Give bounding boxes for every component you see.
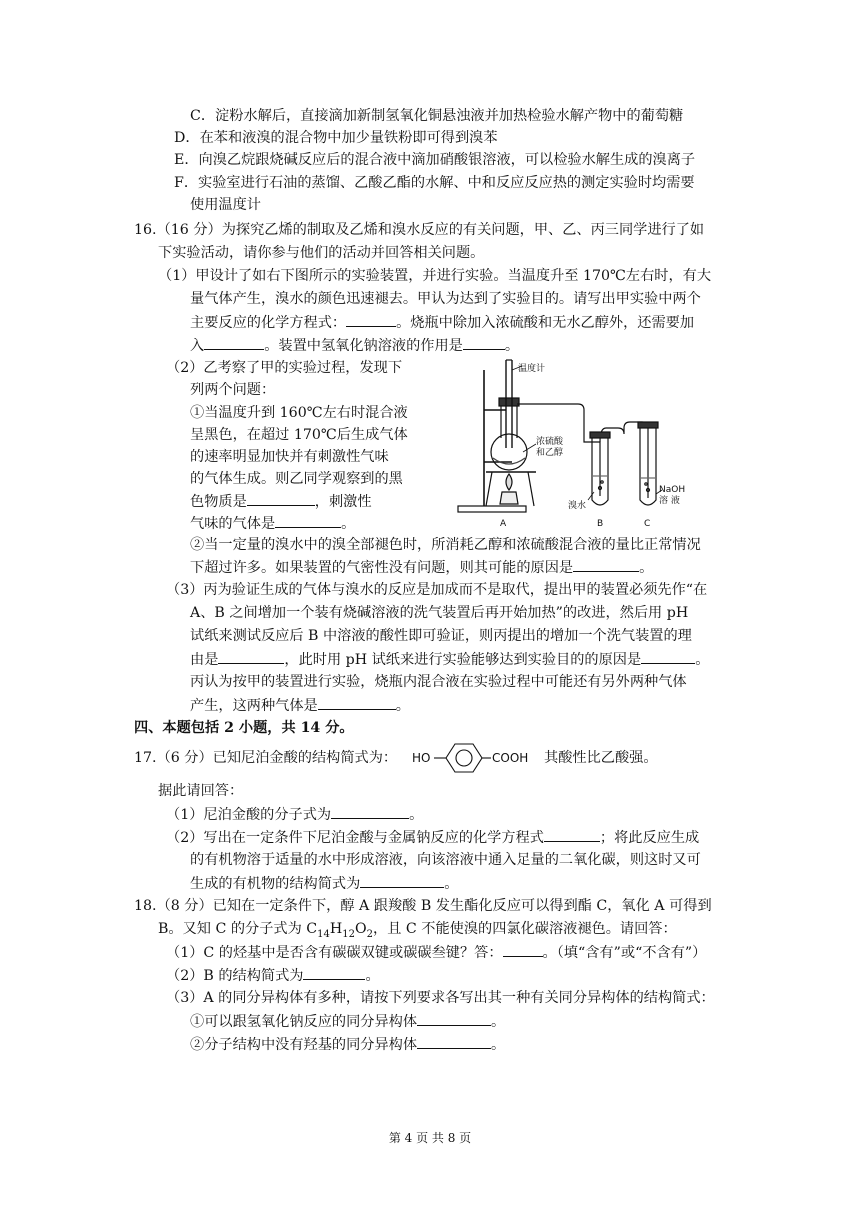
answer-blank[interactable]: [275, 513, 341, 528]
formula-sub: 12: [342, 928, 356, 940]
q16-part2-l10: [190, 557, 653, 578]
q17-prompt: 据此请回答：: [158, 783, 244, 799]
answer-blank[interactable]: [247, 491, 315, 506]
q15-option-c: C．淀粉水解后，直接滴加新制氢氧化铜悬浊液并加热检验水解产物中的葡萄糖: [190, 108, 684, 124]
q18-part3-text: 。: [491, 1014, 506, 1030]
answer-blank[interactable]: [346, 312, 396, 327]
q18-part3-text: 。: [491, 1037, 506, 1053]
q16-part1: （1）甲设计了如右下图所示的实验装置，并进行实验。当温度升至 170℃左右时，有大: [158, 268, 712, 284]
q15-option-f-cont: 使用温度计: [190, 197, 261, 213]
q15-option-f: F．实验室进行石油的蒸馏、乙酸乙酯的水解、中和反应反应热的测定实验时均需要: [174, 175, 695, 191]
stopper: [499, 398, 519, 406]
flask-neck: [501, 402, 517, 438]
q17-part2-text: ；将此反应生成: [599, 830, 700, 846]
structure-cooh: COOH: [492, 751, 529, 765]
answer-blank[interactable]: [503, 942, 543, 957]
nipagin-structure: [410, 740, 538, 776]
apparatus-figure: [456, 358, 708, 530]
label-b: B: [597, 519, 604, 529]
q16-part1-l3: [190, 312, 694, 333]
q18-part1: [166, 942, 706, 963]
q16-part2-l3: ①当温度升到 160℃左右时混合液: [190, 405, 408, 421]
answer-blank[interactable]: [573, 557, 639, 572]
q18-part2-text: （2）B 的结构简式为: [166, 968, 304, 984]
q16-part2-l8: [190, 513, 355, 534]
label-c: C: [644, 519, 651, 529]
q18-part2-text: 。: [365, 968, 380, 984]
q17-part2-text: （2）写出在一定条件下尼泊金酸与金属钠反应的化学方程式: [166, 830, 544, 846]
section-heading: 四、本题包括 2 小题，共 14 分。: [134, 720, 354, 736]
label-naoh: NaOH: [659, 485, 686, 495]
q16-part2-l7: [190, 491, 372, 512]
label-thermometer: 温度计: [518, 364, 546, 374]
q16-part2-l6: 的气体生成。则乙同学观察到的黑: [190, 471, 403, 487]
answer-blank[interactable]: [463, 335, 505, 350]
q16-part3-l4: [190, 649, 709, 670]
q16-part2-l9: ②当一定量的溴水中的溴全部褪色时，所消耗乙醇和浓硫酸混合液的量比正常情况: [190, 537, 701, 553]
q15-option-e: E．向溴乙烷跟烧碱反应后的混合液中滴加硝酸银溶液，可以检验水解生成的溴离子: [174, 152, 696, 168]
answer-blank[interactable]: [544, 827, 600, 842]
answer-blank[interactable]: [318, 695, 396, 710]
q17-part2-text: 生成的有机物的结构简式为: [190, 876, 361, 892]
q16-stem-cont: 下实验活动，请你参与他们的活动并回答相关问题。: [158, 245, 485, 261]
q18-part1-text: 。（填“含有”或“不含有”）: [542, 945, 707, 961]
q16-part1-l4: [190, 335, 519, 356]
q16-part3-l3: 试纸来测试反应后 B 中溶液的酸性即可验证，则丙提出的增加一个洗气装置的理: [190, 628, 692, 644]
q17-part1: [166, 804, 423, 825]
q16-part1-l2: 量气体产生，溴水的颜色迅速褪去。甲认为达到了实验目的。请写出甲实验中两个: [190, 291, 701, 307]
q16-part2-text: 。: [341, 516, 356, 532]
answer-blank[interactable]: [218, 649, 284, 664]
q17-stem: [134, 748, 397, 768]
page-footer: 第 4 页 共 8 页: [388, 1131, 472, 1145]
q18-part3-sub1: [190, 1011, 505, 1032]
q16-part2-text: 。: [639, 560, 654, 576]
formula-sub: 14: [317, 928, 330, 940]
q16-part1-text: 。装置中氢氧化钠溶液的作用是: [264, 338, 463, 354]
q15-option-d: D．在苯和液溴的混合物中加少量铁粉即可得到溴苯: [174, 130, 498, 146]
label-acid-2: 和乙醇: [536, 448, 564, 458]
q17-part2-text: 。: [444, 876, 459, 892]
q17-part2: [166, 827, 699, 848]
q17-part2-l3: [190, 873, 458, 894]
formula-sub: 2: [366, 928, 374, 940]
q17-part1-text: （1）尼泊金酸的分子式为: [166, 807, 332, 823]
answer-blank[interactable]: [204, 335, 264, 350]
q18-part3-text: ②分子结构中没有羟基的同分异构体: [190, 1037, 418, 1053]
delivery-tube-2: [624, 422, 648, 498]
q18-part2: [166, 965, 380, 986]
q16-part3-text: 由是: [190, 652, 219, 668]
q18-part3-text: ①可以跟氢氧化钠反应的同分异构体: [190, 1014, 418, 1030]
q16-part1-text: 。: [504, 338, 520, 354]
q18-text: B。又知 C 的分子式为 C: [158, 921, 318, 937]
q17-part2-l2: 的有机物溶于适量的水中形成溶液，向该溶液中通入足量的二氧化碳，则这时又可: [190, 852, 701, 868]
q16-part3-text: ，此时用 pH 试纸来进行实验能够达到实验目的的原因是: [284, 652, 642, 668]
label-bromine-water: 溴水: [568, 501, 587, 511]
label-acid: 浓硫酸: [536, 437, 564, 447]
q16-part3: （3）丙为验证生成的气体与溴水的反应是加成而不是取代，提出甲的装置必须先作“在: [166, 582, 708, 598]
q16-part1-text: 入: [190, 338, 205, 354]
q18-stem-l2: [158, 919, 677, 945]
q16-part2: （2）乙考察了甲的实验过程，发现下: [166, 360, 403, 376]
q16-part1-text: 主要反应的化学方程式：: [190, 315, 347, 331]
q16-stem: 16.（16 分）为探究乙烯的制取及乙烯和溴水反应的有关问题，甲、乙、丙三同学进行了如: [134, 222, 705, 238]
q16-part3-text: 。: [695, 652, 710, 668]
answer-blank[interactable]: [360, 873, 444, 888]
answer-blank[interactable]: [417, 1034, 491, 1049]
structure-ho: HO: [412, 751, 431, 765]
q16-part3-l2: A、B 之间增加一个装有烧碱溶液的洗气装置后再开始加热”的改进，然后用 pH: [190, 605, 689, 621]
q16-part2-text: ，刺激性: [314, 494, 372, 510]
benzene-ring: [446, 744, 482, 772]
formula-o: O: [355, 921, 367, 937]
q16-part2-text: 色物质是: [190, 494, 247, 510]
q18-part3: （3）A 的同分异构体有多种，请按下列要求各写出其一种有关同分异构体的结构简式：: [166, 990, 715, 1006]
answer-blank[interactable]: [331, 804, 409, 819]
q16-part2-text: 下超过许多。如果装置的气密性没有问题，则其可能的原因是: [190, 560, 574, 576]
q18-text: ，且 C 不能使溴的四氯化碳溶液褪色。请回答：: [373, 921, 677, 937]
q16-part1-text: 。烧瓶中除加入浓硫酸和无水乙醇外，还需要加: [396, 315, 695, 331]
formula-h: H: [329, 921, 343, 937]
burner: [500, 492, 518, 504]
label-a: A: [500, 519, 507, 529]
flame: [506, 474, 512, 490]
q16-part3-l5: 丙认为按甲的装置进行实验，烧瓶内混合液在实验过程中可能还有另外两种气体: [190, 674, 687, 690]
q18-part3-sub2: [190, 1034, 505, 1055]
q17-text: 17.（6 分）已知尼泊金酸的结构简式为：: [134, 750, 398, 766]
q18-stem: 18.（8 分）已知在一定条件下，醇 A 跟羧酸 B 发生酯化反应可以得到酯 C，氧化 A 可得到: [134, 898, 712, 914]
q16-part2-l5: 的速率明显加快并有刺激性气味: [190, 449, 389, 465]
q17-stem-end: 其酸性比乙酸强。: [544, 750, 658, 766]
answer-blank[interactable]: [641, 649, 695, 664]
q16-part2-l2: 列两个问题：: [190, 382, 276, 398]
q16-part2-text: 气味的气体是: [190, 516, 276, 532]
answer-blank[interactable]: [303, 965, 365, 980]
q16-part3-text: 。: [395, 698, 410, 714]
stand-base: [458, 506, 526, 512]
answer-blank[interactable]: [417, 1011, 491, 1026]
q16-part2-l4: 呈黑色，在超过 170℃后生成气体: [190, 427, 408, 443]
label-naoh-2: 溶 液: [659, 496, 680, 506]
q18-part1-text: （1）C 的烃基中是否含有碳碳双键或碳碳叁键？答：: [166, 945, 503, 961]
q17-part1-text: 。: [409, 807, 424, 823]
q16-part3-text: 产生，这两种气体是: [190, 698, 318, 714]
q16-part3-l6: [190, 695, 410, 716]
